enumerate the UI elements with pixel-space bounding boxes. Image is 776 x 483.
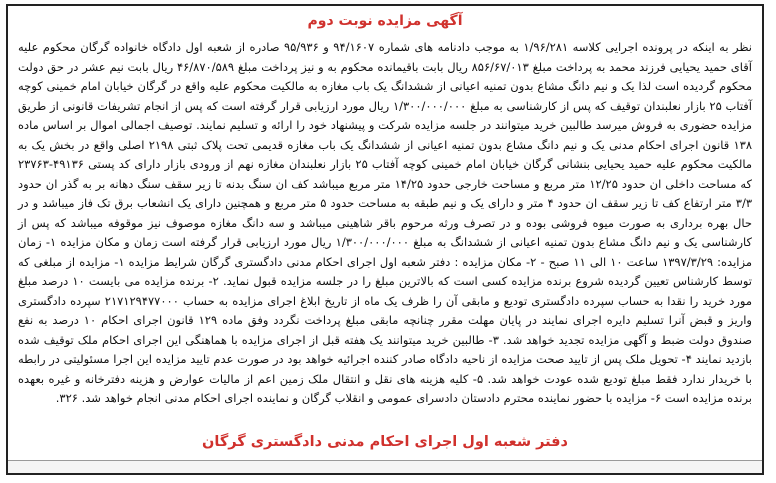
notice-title: آگهی مزایده نوبت دوم [307,13,463,29]
notice-body: نظر به اینکه در پرونده اجرایی کلاسه ۱/۹۶/۲۸۱ به موجب دادنامه های شماره ۹۴/۱۶۰۷ و ۹۵/۹۳۶ صادره از شعبه اول دادگاه خانواده گرگان محکوم علیه آقای حمید یحیایی فرزند محمد به پرداخت مبلغ ۸۵۶/۶۷/۰۱۳ ریال بابت باقیمانده محکوم به و نیز پرداخت مبلغ ۴۶/۸۷۰/۵۸۹ ریال بابت نیم عشر در حق دولت محکوم گردیده است لذا یک و نیم دانگ مشاع بدون تمنیه اعیانی از ششدانگ یک باب مغازه به مالکیت محکوم علیه واقع در گرگان خیابان امام خمینی کوچه آفتاب ۲۵ بازار نعلبندان توقیف که پس از کارشناسی به مبلغ ۱/۳۰۰/۰۰۰/۰۰۰ ریال مورد ارزیابی قرار گرفته است که پس از انجام تشریفات قانونی از طریق مزایده حضوری به فروش میرسد طالبین خرید میتوانند در جلسه مزایده شرکت و پیشنهاد خود را ارائه و تسلیم نمایند. توصیف اجمالی اموال بر اساس ماده ۱۳۸ قانون اجرای احکام مدنی یک و نیم دانگ مشاع بدون تمنیه اعیانی از ششدانگ یک باب مغازه قدیمی تحت پلاک ثبتی ۲۱۹۸ اصلی واقع در بخش یک به مالکیت محکوم علیه حمید یحیایی بنشانی گرگان خیابان امام خمینی کوچه آفتاب ۲۵ بازار نعلبندان مغازه نهم از ورودی بازار دارای کد پستی ۴۹۱۳۶-۲۳۷۶۳ که مساحت داخلی ان حدود ۱۲/۲۵ متر مربع و مساحت خارجی حدود ۱۴/۲۵ متر مربع میباشد کف ان سنگ بدنه تا زیر سقف سنگ دهانه بر به گذر ان حدود ۳/۳ متر ارتفاع کف تا زیر سقف ان حدود ۴ متر و دارای یک و نیم طبقه به مساحت حدود ۵ متر مربع و همچنین دارای یک انشعاب برق تک فاز میباشد و در حال بهره برداری به صورت میوه فروشی بوده و در تصرف ورثه مرحوم باقر شاهینی میباشد و سه دانگ مغازه موصوف نیز موقوفه میباشد که پس از کارشناسی یک و نیم دانگ مشاع بدون تمنیه اعیانی از ششدانگ به مبلغ ۱/۳۰۰/۰۰۰/۰۰۰ ریال مورد ارزیابی قرار گرفته است زمان و مکان مزایده ۱- زمان مزایده: ۱۳۹۷/۳/۲۹ ساعت ۱۰ الی ۱۱ صبح - ۲- مکان مزایده : دفتر شعبه اول اجرای احکام مدنی دادگستری گرگان شرایط مزایده ۱- مزایده از مبلغی که توسط کارشناس تعیین گردیده شروع برنده مزایده کسی است که بالاترین مبلغ را در جلسه مزایده قبول نماید. ۲- برنده مزایده می بایست ۱۰ درصد مبلغ مورد خرید را نقدا به حساب سپرده دادگستری تودیع و مابقی آن را ظرف یک ماه از تاریخ ابلاغ اجرای مزایده به حساب ۲۱۷۱۲۹۴۷۷۰۰۰ سپرده دادگستری واریز و قبض آنرا تسلیم دایره اجرای نمایند در پایان مهلت مقرر چنانچه مابقی مبلغ پرداخت نگردد وفق ماده ۱۲۹ قانون اجرای احکام ۱۰ درصد به نفع صندوق دولت ضبط و آگهی مزایده تجدید خواهد شد. ۳- طالبین خرید میتوانند یک هفته قبل از اجرای مزایده با هماهنگی این اجرای احکام ملک توقیف شده بازدید نمایند ۴- تحویل ملک پس از تایید صحت مزایده از ناحیه دادگاه صادر کننده اجرائیه خواهد بود در صورت عدم تایید مزایده این اجرا مسئولیتی در رابطه با خریدار ندارد فقط مبلغ تودیع شده عودت خواهد شد. ۵- کلیه هزینه های نقل و انتقال ملک زمین اعم از مالیات عوارض و هزینه دفترخانه و غیره بعهده برنده مزایده است ۶- مزایده با حضور نماینده محترم دادستان دادسرای عمومی و انقلاب گرگان و نماینده اجرای احکام مدنی انجام خواهد شد. ۳۲۶. [18,40,753,405]
notice-footer: دفتر شعبه اول اجرای احکام مدنی دادگستری گرگان [202,434,568,450]
bottom-divider [8,460,762,473]
auction-notice [6,4,764,475]
